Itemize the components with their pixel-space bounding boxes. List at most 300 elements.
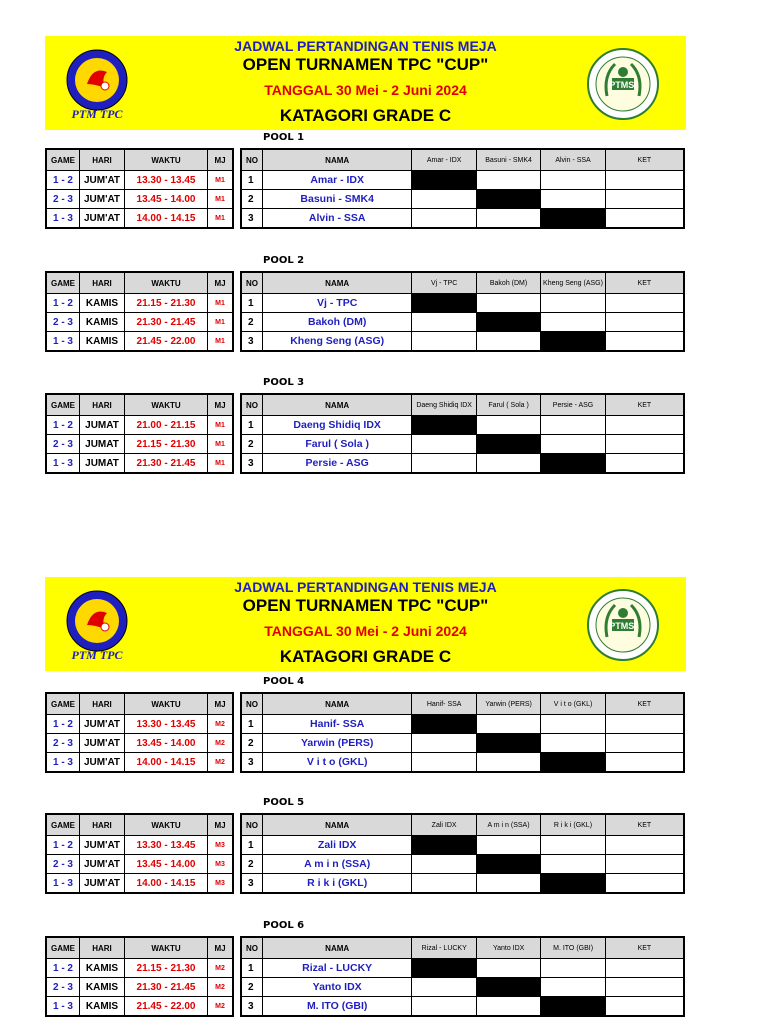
day-cell: KAMIS bbox=[80, 959, 125, 978]
player-name-cell: Rizal - LUCKY bbox=[262, 959, 412, 978]
result-cell bbox=[476, 997, 540, 1017]
player-number-cell: 2 bbox=[241, 435, 262, 454]
result-cell bbox=[476, 332, 540, 352]
table-row bbox=[241, 454, 684, 474]
table-row bbox=[46, 454, 233, 474]
table-number-cell: M3 bbox=[208, 874, 234, 894]
col-ket: KET bbox=[605, 394, 684, 416]
ket-cell bbox=[605, 171, 684, 190]
game-cell: 1 - 3 bbox=[46, 454, 80, 474]
table-row bbox=[46, 435, 233, 454]
col-nama: NAMA bbox=[262, 693, 412, 715]
ket-cell bbox=[605, 435, 684, 454]
col-player: Rizal - LUCKY bbox=[412, 937, 476, 959]
player-matrix-table bbox=[240, 813, 685, 894]
col-mj: MJ bbox=[208, 693, 234, 715]
game-cell: 1 - 2 bbox=[46, 294, 80, 313]
time-cell: 21.15 - 21.30 bbox=[125, 294, 208, 313]
table-row bbox=[241, 209, 684, 229]
ket-cell bbox=[605, 734, 684, 753]
table-row bbox=[46, 978, 233, 997]
table-row bbox=[46, 855, 233, 874]
result-cell bbox=[541, 313, 605, 332]
table-number-cell: M1 bbox=[208, 294, 234, 313]
svg-text:PTMSI: PTMSI bbox=[609, 621, 637, 631]
player-name-cell: Basuni - SMK4 bbox=[262, 190, 412, 209]
table-number-cell: M1 bbox=[208, 416, 234, 435]
col-hari: HARI bbox=[80, 693, 125, 715]
result-cell bbox=[476, 171, 540, 190]
player-number-cell: 1 bbox=[241, 171, 262, 190]
category-title: KATAGORI GRADE C bbox=[279, 647, 452, 666]
ket-cell bbox=[605, 332, 684, 352]
table-number-cell: M1 bbox=[208, 435, 234, 454]
day-cell: KAMIS bbox=[80, 978, 125, 997]
table-row bbox=[46, 294, 233, 313]
result-cell bbox=[412, 332, 476, 352]
table-number-cell: M1 bbox=[208, 171, 234, 190]
ket-cell bbox=[605, 416, 684, 435]
time-cell: 21.45 - 22.00 bbox=[125, 332, 208, 352]
result-cell bbox=[541, 959, 605, 978]
blocked-cell bbox=[476, 435, 540, 454]
table-row bbox=[46, 715, 233, 734]
table-row bbox=[46, 171, 233, 190]
schedule-table bbox=[45, 692, 234, 773]
player-name-cell: Daeng Shidiq IDX bbox=[262, 416, 412, 435]
col-player: Kheng Seng (ASG) bbox=[541, 272, 605, 294]
result-cell bbox=[476, 209, 540, 229]
day-cell: JUM'AT bbox=[80, 734, 125, 753]
date-text: TANGGAL 30 Mei - 2 Juni 2024 bbox=[264, 82, 467, 98]
result-cell bbox=[476, 753, 540, 773]
result-cell bbox=[541, 855, 605, 874]
blocked-cell bbox=[541, 332, 605, 352]
col-nama: NAMA bbox=[262, 394, 412, 416]
player-number-cell: 2 bbox=[241, 313, 262, 332]
player-number-cell: 1 bbox=[241, 294, 262, 313]
ket-cell bbox=[605, 855, 684, 874]
player-name-cell: Vj - TPC bbox=[262, 294, 412, 313]
player-number-cell: 3 bbox=[241, 997, 262, 1017]
table-number-cell: M2 bbox=[208, 753, 234, 773]
col-nama: NAMA bbox=[262, 149, 412, 171]
game-cell: 1 - 2 bbox=[46, 959, 80, 978]
table-row bbox=[241, 416, 684, 435]
svg-text:PTM TPC: PTM TPC bbox=[71, 648, 123, 662]
ket-cell bbox=[605, 294, 684, 313]
table-row bbox=[46, 836, 233, 855]
blocked-cell bbox=[412, 836, 476, 855]
col-no: NO bbox=[241, 937, 262, 959]
table-row bbox=[241, 171, 684, 190]
schedule-title: JADWAL PERTANDINGAN TENIS MEJA bbox=[234, 579, 497, 595]
svg-text:PTM TPC: PTM TPC bbox=[71, 107, 123, 121]
header-banner-1 bbox=[45, 36, 686, 130]
result-cell bbox=[412, 997, 476, 1017]
ket-cell bbox=[605, 715, 684, 734]
table-row bbox=[241, 959, 684, 978]
day-cell: JUM'AT bbox=[80, 715, 125, 734]
table-number-cell: M1 bbox=[208, 209, 234, 229]
ket-cell bbox=[605, 313, 684, 332]
col-game: GAME bbox=[46, 272, 80, 294]
day-cell: JUM'AT bbox=[80, 209, 125, 229]
col-mj: MJ bbox=[208, 814, 234, 836]
player-number-cell: 2 bbox=[241, 978, 262, 997]
ket-cell bbox=[605, 874, 684, 894]
player-name-cell: A m i n (SSA) bbox=[262, 855, 412, 874]
time-cell: 21.30 - 21.45 bbox=[125, 978, 208, 997]
blocked-cell bbox=[476, 190, 540, 209]
table-row bbox=[241, 997, 684, 1017]
table-row bbox=[241, 734, 684, 753]
day-cell: KAMIS bbox=[80, 313, 125, 332]
game-cell: 1 - 2 bbox=[46, 715, 80, 734]
game-cell: 1 - 3 bbox=[46, 874, 80, 894]
blocked-cell bbox=[541, 753, 605, 773]
time-cell: 21.30 - 21.45 bbox=[125, 313, 208, 332]
player-name-cell: Hanif- SSA bbox=[262, 715, 412, 734]
result-cell bbox=[412, 454, 476, 474]
table-row bbox=[46, 190, 233, 209]
game-cell: 1 - 2 bbox=[46, 836, 80, 855]
table-row bbox=[46, 313, 233, 332]
col-player: R i k i (GKL) bbox=[541, 814, 605, 836]
result-cell bbox=[541, 190, 605, 209]
schedule-title: JADWAL PERTANDINGAN TENIS MEJA bbox=[234, 38, 497, 54]
col-player: Farul ( Sola ) bbox=[476, 394, 540, 416]
player-name-cell: R i k i (GKL) bbox=[262, 874, 412, 894]
time-cell: 14.00 - 14.15 bbox=[125, 874, 208, 894]
result-cell bbox=[412, 734, 476, 753]
blocked-cell bbox=[412, 416, 476, 435]
blocked-cell bbox=[541, 209, 605, 229]
result-cell bbox=[412, 978, 476, 997]
table-row bbox=[241, 874, 684, 894]
result-cell bbox=[412, 313, 476, 332]
header-banner-2 bbox=[45, 577, 686, 671]
table-row bbox=[241, 753, 684, 773]
result-cell bbox=[541, 715, 605, 734]
day-cell: KAMIS bbox=[80, 332, 125, 352]
time-cell: 21.15 - 21.30 bbox=[125, 435, 208, 454]
schedule-table bbox=[45, 813, 234, 894]
time-cell: 13.45 - 14.00 bbox=[125, 855, 208, 874]
table-row bbox=[46, 416, 233, 435]
ket-cell bbox=[605, 978, 684, 997]
pool-title: POOL 4 bbox=[263, 676, 305, 687]
col-waktu: WAKTU bbox=[125, 937, 208, 959]
day-cell: JUM'AT bbox=[80, 190, 125, 209]
blocked-cell bbox=[412, 294, 476, 313]
col-nama: NAMA bbox=[262, 814, 412, 836]
player-matrix-table bbox=[240, 393, 685, 474]
col-waktu: WAKTU bbox=[125, 814, 208, 836]
result-cell bbox=[476, 715, 540, 734]
result-cell bbox=[476, 416, 540, 435]
category-title: KATAGORI GRADE C bbox=[279, 106, 452, 125]
col-player: Yarwin (PERS) bbox=[476, 693, 540, 715]
time-cell: 14.00 - 14.15 bbox=[125, 753, 208, 773]
result-cell bbox=[412, 874, 476, 894]
player-matrix-table bbox=[240, 271, 685, 352]
col-waktu: WAKTU bbox=[125, 394, 208, 416]
player-number-cell: 3 bbox=[241, 454, 262, 474]
table-row bbox=[241, 435, 684, 454]
pool-title: POOL 1 bbox=[263, 132, 305, 143]
day-cell: JUMAT bbox=[80, 454, 125, 474]
result-cell bbox=[412, 209, 476, 229]
blocked-cell bbox=[541, 997, 605, 1017]
player-name-cell: Persie - ASG bbox=[262, 454, 412, 474]
table-row bbox=[46, 734, 233, 753]
result-cell bbox=[476, 294, 540, 313]
col-no: NO bbox=[241, 272, 262, 294]
blocked-cell bbox=[412, 171, 476, 190]
schedule-table bbox=[45, 393, 234, 474]
col-waktu: WAKTU bbox=[125, 272, 208, 294]
col-player: M. ITO (GBI) bbox=[541, 937, 605, 959]
table-number-cell: M2 bbox=[208, 715, 234, 734]
col-no: NO bbox=[241, 693, 262, 715]
player-name-cell: Zali IDX bbox=[262, 836, 412, 855]
day-cell: JUMAT bbox=[80, 435, 125, 454]
table-row bbox=[241, 715, 684, 734]
col-hari: HARI bbox=[80, 394, 125, 416]
result-cell bbox=[541, 294, 605, 313]
player-name-cell: Amar - IDX bbox=[262, 171, 412, 190]
col-nama: NAMA bbox=[262, 937, 412, 959]
result-cell bbox=[476, 454, 540, 474]
table-row bbox=[241, 313, 684, 332]
game-cell: 1 - 2 bbox=[46, 171, 80, 190]
game-cell: 1 - 2 bbox=[46, 416, 80, 435]
player-number-cell: 3 bbox=[241, 753, 262, 773]
table-number-cell: M2 bbox=[208, 997, 234, 1017]
col-player: Persie - ASG bbox=[541, 394, 605, 416]
col-hari: HARI bbox=[80, 814, 125, 836]
time-cell: 13.45 - 14.00 bbox=[125, 734, 208, 753]
col-ket: KET bbox=[605, 937, 684, 959]
blocked-cell bbox=[476, 978, 540, 997]
col-hari: HARI bbox=[80, 149, 125, 171]
result-cell bbox=[412, 753, 476, 773]
col-waktu: WAKTU bbox=[125, 693, 208, 715]
table-row bbox=[241, 294, 684, 313]
col-player: Bakoh (DM) bbox=[476, 272, 540, 294]
result-cell bbox=[541, 171, 605, 190]
table-number-cell: M1 bbox=[208, 332, 234, 352]
day-cell: JUM'AT bbox=[80, 874, 125, 894]
col-player: Vj - TPC bbox=[412, 272, 476, 294]
ket-cell bbox=[605, 959, 684, 978]
col-player: V i t o (GKL) bbox=[541, 693, 605, 715]
game-cell: 2 - 3 bbox=[46, 313, 80, 332]
player-matrix-table bbox=[240, 148, 685, 229]
player-number-cell: 3 bbox=[241, 874, 262, 894]
result-cell bbox=[412, 190, 476, 209]
ket-cell bbox=[605, 997, 684, 1017]
time-cell: 14.00 - 14.15 bbox=[125, 209, 208, 229]
result-cell bbox=[476, 836, 540, 855]
result-cell bbox=[476, 959, 540, 978]
tournament-title: OPEN TURNAMEN TPC "CUP" bbox=[242, 55, 489, 74]
col-player: Zali IDX bbox=[412, 814, 476, 836]
date-text: TANGGAL 30 Mei - 2 Juni 2024 bbox=[264, 623, 467, 639]
player-matrix-table bbox=[240, 936, 685, 1017]
col-mj: MJ bbox=[208, 394, 234, 416]
table-number-cell: M1 bbox=[208, 313, 234, 332]
time-cell: 21.15 - 21.30 bbox=[125, 959, 208, 978]
result-cell bbox=[476, 874, 540, 894]
player-matrix-table bbox=[240, 692, 685, 773]
table-number-cell: M3 bbox=[208, 836, 234, 855]
game-cell: 2 - 3 bbox=[46, 978, 80, 997]
result-cell bbox=[541, 734, 605, 753]
game-cell: 2 - 3 bbox=[46, 190, 80, 209]
player-name-cell: Kheng Seng (ASG) bbox=[262, 332, 412, 352]
game-cell: 1 - 3 bbox=[46, 753, 80, 773]
game-cell: 2 - 3 bbox=[46, 435, 80, 454]
col-player: Daeng Shidiq IDX bbox=[412, 394, 476, 416]
time-cell: 21.30 - 21.45 bbox=[125, 454, 208, 474]
game-cell: 1 - 3 bbox=[46, 332, 80, 352]
player-number-cell: 3 bbox=[241, 209, 262, 229]
ket-cell bbox=[605, 209, 684, 229]
result-cell bbox=[412, 855, 476, 874]
blocked-cell bbox=[541, 454, 605, 474]
time-cell: 21.45 - 22.00 bbox=[125, 997, 208, 1017]
player-number-cell: 1 bbox=[241, 715, 262, 734]
player-name-cell: Bakoh (DM) bbox=[262, 313, 412, 332]
day-cell: JUMAT bbox=[80, 416, 125, 435]
schedule-table bbox=[45, 148, 234, 229]
player-number-cell: 2 bbox=[241, 734, 262, 753]
game-cell: 2 - 3 bbox=[46, 855, 80, 874]
table-row bbox=[241, 855, 684, 874]
player-number-cell: 1 bbox=[241, 836, 262, 855]
col-game: GAME bbox=[46, 937, 80, 959]
pool-title: POOL 3 bbox=[263, 377, 305, 388]
col-hari: HARI bbox=[80, 272, 125, 294]
col-no: NO bbox=[241, 149, 262, 171]
time-cell: 13.45 - 14.00 bbox=[125, 190, 208, 209]
time-cell: 13.30 - 13.45 bbox=[125, 836, 208, 855]
result-cell bbox=[541, 435, 605, 454]
day-cell: KAMIS bbox=[80, 997, 125, 1017]
table-row bbox=[46, 209, 233, 229]
schedule-table bbox=[45, 936, 234, 1017]
table-number-cell: M2 bbox=[208, 978, 234, 997]
day-cell: JUM'AT bbox=[80, 171, 125, 190]
col-player: A m i n (SSA) bbox=[476, 814, 540, 836]
result-cell bbox=[541, 836, 605, 855]
player-number-cell: 1 bbox=[241, 416, 262, 435]
col-ket: KET bbox=[605, 693, 684, 715]
game-cell: 1 - 3 bbox=[46, 209, 80, 229]
col-player: Hanif- SSA bbox=[412, 693, 476, 715]
table-number-cell: M1 bbox=[208, 190, 234, 209]
col-game: GAME bbox=[46, 394, 80, 416]
game-cell: 1 - 3 bbox=[46, 997, 80, 1017]
blocked-cell bbox=[412, 959, 476, 978]
col-player: Yanto IDX bbox=[476, 937, 540, 959]
blocked-cell bbox=[476, 855, 540, 874]
time-cell: 13.30 - 13.45 bbox=[125, 171, 208, 190]
col-player: Basuni - SMK4 bbox=[476, 149, 540, 171]
table-row bbox=[46, 332, 233, 352]
table-number-cell: M2 bbox=[208, 734, 234, 753]
result-cell bbox=[541, 978, 605, 997]
table-number-cell: M2 bbox=[208, 959, 234, 978]
ket-cell bbox=[605, 836, 684, 855]
col-player: Amar - IDX bbox=[412, 149, 476, 171]
player-name-cell: M. ITO (GBI) bbox=[262, 997, 412, 1017]
table-row bbox=[46, 874, 233, 894]
time-cell: 21.00 - 21.15 bbox=[125, 416, 208, 435]
blocked-cell bbox=[541, 874, 605, 894]
ptmsi-logo bbox=[585, 587, 661, 663]
blocked-cell bbox=[476, 313, 540, 332]
col-mj: MJ bbox=[208, 149, 234, 171]
ket-cell bbox=[605, 190, 684, 209]
col-no: NO bbox=[241, 394, 262, 416]
player-name-cell: Alvin - SSA bbox=[262, 209, 412, 229]
player-name-cell: Farul ( Sola ) bbox=[262, 435, 412, 454]
col-ket: KET bbox=[605, 149, 684, 171]
col-game: GAME bbox=[46, 693, 80, 715]
table-row bbox=[46, 959, 233, 978]
ket-cell bbox=[605, 753, 684, 773]
player-name-cell: Yanto IDX bbox=[262, 978, 412, 997]
time-cell: 13.30 - 13.45 bbox=[125, 715, 208, 734]
player-name-cell: V i t o (GKL) bbox=[262, 753, 412, 773]
col-hari: HARI bbox=[80, 937, 125, 959]
col-player: Alvin - SSA bbox=[541, 149, 605, 171]
pool-title: POOL 5 bbox=[263, 797, 305, 808]
game-cell: 2 - 3 bbox=[46, 734, 80, 753]
player-number-cell: 2 bbox=[241, 190, 262, 209]
result-cell bbox=[412, 435, 476, 454]
table-row bbox=[241, 190, 684, 209]
table-row bbox=[46, 753, 233, 773]
col-game: GAME bbox=[46, 814, 80, 836]
player-number-cell: 2 bbox=[241, 855, 262, 874]
schedule-table bbox=[45, 271, 234, 352]
day-cell: JUM'AT bbox=[80, 753, 125, 773]
col-ket: KET bbox=[605, 272, 684, 294]
col-mj: MJ bbox=[208, 272, 234, 294]
day-cell: JUM'AT bbox=[80, 855, 125, 874]
table-number-cell: M1 bbox=[208, 454, 234, 474]
svg-text:PTMSI: PTMSI bbox=[609, 80, 637, 90]
pool-title: POOL 6 bbox=[263, 920, 305, 931]
col-game: GAME bbox=[46, 149, 80, 171]
ket-cell bbox=[605, 454, 684, 474]
player-name-cell: Yarwin (PERS) bbox=[262, 734, 412, 753]
col-no: NO bbox=[241, 814, 262, 836]
player-number-cell: 3 bbox=[241, 332, 262, 352]
table-row bbox=[46, 997, 233, 1017]
col-ket: KET bbox=[605, 814, 684, 836]
col-waktu: WAKTU bbox=[125, 149, 208, 171]
table-row bbox=[241, 332, 684, 352]
table-row bbox=[241, 978, 684, 997]
result-cell bbox=[541, 416, 605, 435]
day-cell: JUM'AT bbox=[80, 836, 125, 855]
col-nama: NAMA bbox=[262, 272, 412, 294]
